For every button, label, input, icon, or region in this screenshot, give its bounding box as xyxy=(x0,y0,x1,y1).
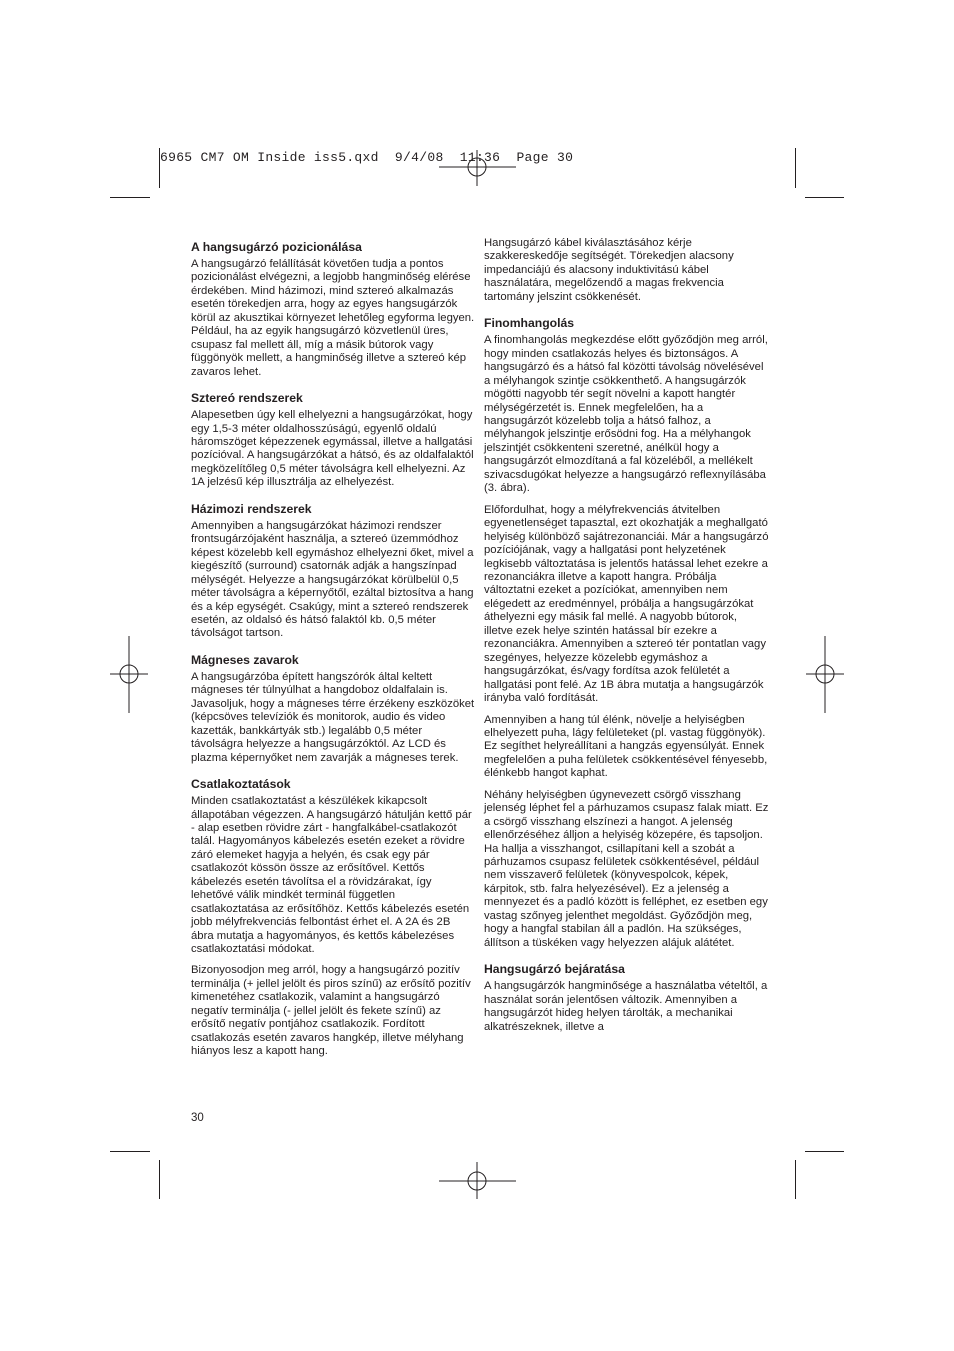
section-heading-home-theater: Házimozi rendszerek xyxy=(191,501,312,516)
registration-mark-bottom xyxy=(439,1162,516,1199)
paragraph: Amennyiben a hang túl élénk, növelje a helyiségben elhelyezett puha, lágy felületeket (pl. vastag függönyök). Ez segíthet helyreállítani a hangzás egyensúlyát. Ennek megfelelően a puha felületek csökkentésével fényesebb, élénkebb hangot kaphat. xyxy=(484,713,768,780)
section-heading-positioning: A hangsugárzó pozicionálása xyxy=(191,240,362,254)
paragraph: Előfordulhat, hogy a mélyfrekvenciás átvitelben egyenetlenséget tapasztal, ezt okozhatják a meghallgató helyiség különböző sajátrezonanciái. Már a hangsugárzó pozíciójának, vagy a hallgatási pont helyzetének legkisebb változtatása is jelentős hatással lehet ezekre a rezonanciákra illetve a kapott hangra. Próbálja változtatni ezeket a pozíciókat, amennyiben nem elégedett az eredménnyel, próbálja a hangsugárzókat áthelyezni egy másik fal mellé. A nagyobb bútorok, illetve ezek helye szintén hatással bír ezekre a rezonanciákra. Amennyiben a sztereó tér pontatlan vagy szegényes, helyezze közelebb egymáshoz a hangsugárzókat, és/vagy fordítsa azok felületét a hallgatási pont felé. Az 1B ábra mutatja a hangsugárzók irányba való fordítását. xyxy=(484,503,769,705)
section-heading-fine-tuning: Finomhangolás xyxy=(484,316,575,331)
paragraph: Alapesetben úgy kell elhelyezni a hangsugárzókat, hogy egy 1,5-3 méter oldalhosszúságú, egyenlő oldalú háromszöget képezzenek egymással, illetve a hallgatási pozícióval. A hangsugárzókat a hátsó, és az oldalfalaktól megközelítőleg 0,5 méter távolságra kell elhelyezni. Az 1A jelzésű kép illusztrálja az elhelyezést. xyxy=(191,409,474,489)
section-heading-magnetic-interference: Mágneses zavarok xyxy=(191,652,299,667)
section-heading-stereo-systems: Sztereó rendszerek xyxy=(191,391,303,406)
paragraph: Hangsugárzó kábel kiválasztásához kérje szakkereskedője segítségét. Törekedjen alacsony impedanciájú és alacsony induktivitású kábel használatára, megelőzendő a magas frekvencia tartomány jelszint csökkenését. xyxy=(484,237,734,303)
section-heading-break-in: Hangsugárzó bejáratása xyxy=(484,962,625,977)
right-column xyxy=(484,237,769,1042)
paragraph: Bizonyosodjon meg arról, hogy a hangsugárzó pozitív terminálja (+ jellel jelölt és piros színű) az erősítő pozitív kimenetéhez csatlakozik, valamint a hangsugárzó negatív terminálja (- jellel jelölt és fekete színű) az erősítő negatív pontjához csatlakozik. Fordított csatlakozás esetén zavaros hangkép, illetve mélyhang hiányos lesz a kapott hang. xyxy=(191,964,471,1058)
registration-mark-left xyxy=(110,636,148,713)
registration-mark-right xyxy=(806,636,844,713)
paragraph: A hangsugárzók hangminősége a használatba vételtől, a használat során jelentősen változik. Amennyiben a hangsugárzót hideg helyen tárolták, a mechanikai alkatrészeknek, illetve a xyxy=(484,980,768,1033)
paragraph: Minden csatlakoztatást a készülékek kikapcsolt állapotában végezzen. A hangsugárzó hátulján kettő pár - alap esetben rövidre zárt - hangfalkábel-csatlakozót talál. Hagyományos kábelezés esetén ezeket a rövidre záró elemeket hagyja a helyén, és csak egy pár csatlakozót kössön össze az erősítővel. Kettős kábelezés esetén távolítsa el a rövidzárakat, így lehetővé válik mindkét terminál független csatlakoztatása az erősítőhöz. Kettős kábelezés esetén jobb mélyfrekvenciás felbontást érhet el. A 2A és 2B ábra mutatja a hagyományos, és kettős kábelezéses csatlakoztatási módokat. xyxy=(191,795,472,956)
paragraph: A hangsugárzóba épített hangszórók által keltett mágneses tér túlnyúlhat a hangdoboz oldalfalain is. Javasoljuk, hogy a mágneses térre érzékeny eszközöket (képcsöves televíziók és monitorok, audio és video kazetták, bankkártyák stb.) legalább 0,5 méter távolságra helyezze a hangsugárzóktól. Az LCD és plazma képernyőket nem zavarják a mágneses terek. xyxy=(191,670,475,764)
section-heading-connections: Csatlakoztatások xyxy=(191,777,291,792)
file-slug-line: 6965 CM7 OM Inside iss5.qxd 9/4/08 11:36 Page 30 xyxy=(160,150,574,165)
paragraph: Néhány helyiségben úgynevezett csörgő visszhang jelenség léphet fel a párhuzamos csupasz falak miatt. Ez a csörgő visszhang elszínezi a hangot. A jelenség ellenőrzéséhez álljon a helyiség közepére, és tapsoljon. Ha hallja a visszhangot, csillapítani kell a szobát a párhuzamos csupasz felületek csökkentésével, például nem visszaverő felületek (könyvespolcok, képek, kárpitok, stb. falra helyezésével). Ez a jelenség a mennyezet és a padló között is felléphet, ez esetben egy vastag szőnyeg jelenthet megoldást. Győződjön meg, hogy a hangfal stabilan áll a padlón. Ha szükséges, állítson a tüskéken vagy helyezzen alájuk alátétet. xyxy=(484,788,769,949)
page-number: 30 xyxy=(191,1112,204,1124)
left-column xyxy=(191,240,476,1067)
paragraph: Amennyiben a hangsugárzókat házimozi rendszer frontsugárzójaként használja, a sztereó üzemmódhoz képest közelebb kell egymáshoz elhelyezni őket, mivel a kiegészítő (surround) csatornák adják a hangszínpad mélységét. Helyezze a hangsugárzókat körülbelül 0,5 méter távolságra a képernyőtől, ezáltal biztosítva a hang és a kép egységét. Csakúgy, mint a sztereó rendszerek esetén, az oldalsó és hátsó falaktól kb. 0,5 méter távolságot tartson. xyxy=(191,519,474,640)
paragraph: A hangsugárzó felállítását követően tudja a pontos pozicionálást elvégezni, a legjobb hangminőség elérése érdekében. Mind házimozi, mind sztereó alkalmazás esetén törekedjen arra, hogy az egyes hangsugárzók körül az akusztikai környezet lehetőleg egyforma legyen. Például, ha az egyik hangsugárzó közvetlenül üres, csupasz fal mellett áll, míg a másik bútorok vagy függönyök mellett, a hangminőség illetve a sztereó kép zavaros lehet. xyxy=(191,258,475,378)
paragraph: A finomhangolás megkezdése előtt győződjön meg arról, hogy minden csatlakozás helyes és biztonságos. A hangsugárzó és a hátsó fal közötti távolság növelésével a mélyhangok szintje csökkenthető. A hangsugárzók mögötti nagyobb tér segít növelni a kapott hangtér mélységérzetét is. Ennek megfelelően, ha a hangsugárzót közelebb tolja a hátsó falhoz, a mélyhangok jelszintje erősödni fog. Ha a mélyhangok jelszintjét csökkenteni szeretné, anélkül hogy a hangsugárzót elmozdítaná a fal közeléből, a mellékelt szivacsdugókat helyezze a hangsugárzó reflexnyílásába (3. ábra). xyxy=(484,334,768,495)
